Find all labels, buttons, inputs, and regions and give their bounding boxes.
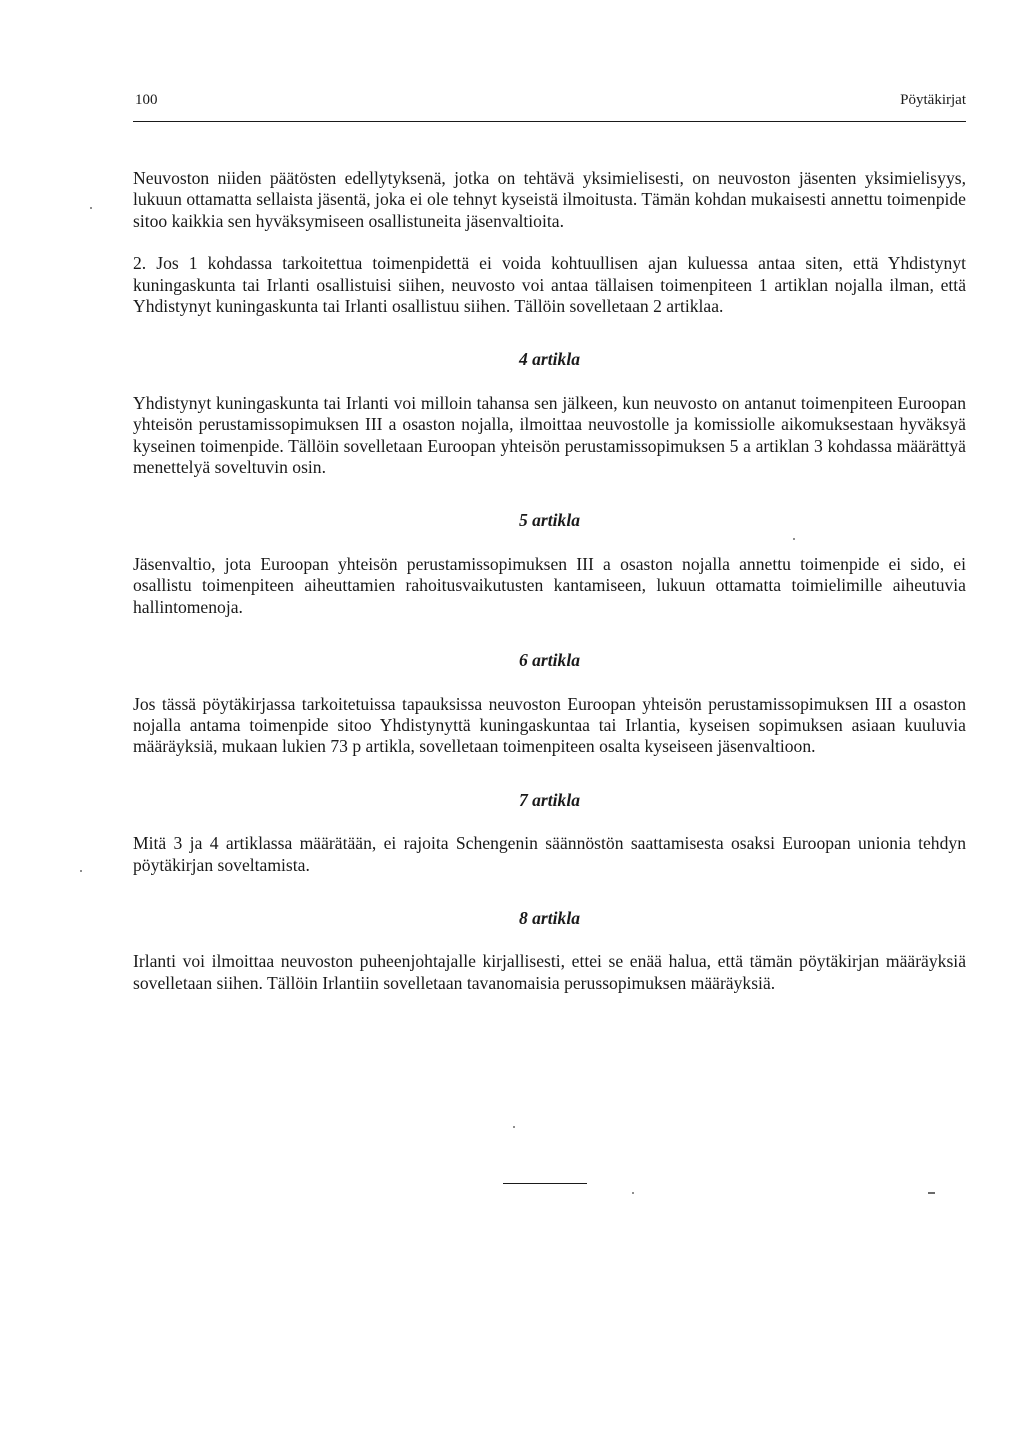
article-4-heading: 4 artikla bbox=[518, 349, 581, 370]
article-7-text: Mitä 3 ja 4 artiklassa määrätään, ei rajoita Schengenin säännöstön saattamisesta osaksi Euroopan unionia tehdyn pöytäkirjan soveltamista. bbox=[133, 833, 966, 875]
scan-speck bbox=[632, 1192, 634, 1194]
scan-speck bbox=[928, 1192, 935, 1194]
paragraph-2: 2. Jos 1 kohdassa tarkoitettua toimenpidettä ei voida kohtuullisen ajan kuluessa antaa siten, että Yhdistynyt kuningaskunta tai Irlanti osallistuisi siihen, neuvosto voi antaa tällaisen toimenpiteen 1 artiklan nojalla ilman, että Yhdistynyt kuningaskunta tai Irlanti osallistuu siihen. Tällöin sovelletaan 2 artiklaa. bbox=[133, 253, 966, 317]
paragraph-1: Neuvoston niiden päätösten edellytyksenä, jotka on tehtävä yksimielisesti, on neuvoston jäsenten yksimielisyys, lukuun ottamatta sellaista jäsentä, joka ei ole tehnyt kyseistä ilmoitusta. Tämän kohdan mukaisesti annettu toimenpide sitoo kaikkia sen hyväksymiseen osallistuneita jäsenvaltioita. bbox=[133, 168, 966, 231]
article-4-text: Yhdistynyt kuningaskunta tai Irlanti voi milloin tahansa sen jälkeen, kun neuvosto on antanut toimenpiteen Euroopan yhteisön perustamissopimuksen III a osaston nojalla, ilmoittaa neuvostolle ja komissiolle aikomuksestaan hyväksyä kyseinen toimenpide. Tällöin sovelletaan Euroopan yhteisön perustamissopimuksen 5 a artiklan 3 kohdassa määrättyä menettelyä soveltuvin osin. bbox=[133, 392, 966, 478]
article-6-heading: 6 artikla bbox=[518, 650, 581, 671]
end-rule bbox=[503, 1183, 587, 1184]
scan-speck bbox=[793, 538, 795, 540]
page-number: 100 bbox=[135, 92, 158, 108]
body-text bbox=[133, 168, 966, 994]
article-5-heading: 5 artikla bbox=[518, 510, 581, 531]
article-6-text: Jos tässä pöytäkirjassa tarkoitetuissa tapauksissa neuvoston Euroopan yhteisön perustamissopimuksen III a osaston nojalla antama toimenpide sitoo Yhdistynyttä kuningaskuntaa tai Irlantia, kyseisen sopimuksen asiaan kuuluvia määräyksiä, mukaan lukien 73 p artikla, sovelletaan toimenpiteen osalta kyseiseen jäsenvaltioon. bbox=[133, 693, 966, 757]
page-header bbox=[133, 92, 966, 114]
article-7-heading: 7 artikla bbox=[518, 789, 581, 810]
article-8-text: Irlanti voi ilmoittaa neuvoston puheenjohtajalle kirjallisesti, ettei se enää halua, että tämän pöytäkirjan määräyksiä sovelletaan siihen. Tällöin Irlantiin sovelletaan tavanomaisia perussopimuksen määräyksiä. bbox=[133, 951, 966, 993]
article-5-text: Jäsenvaltio, jota Euroopan yhteisön perustamissopimuksen III a osaston nojalla annettu toimenpide ei sido, ei osallistu toimenpiteen aiheuttamien rahoitusvaikutusten kantamiseen, lukuun ottamatta toimielimille aiheutuvia hallintomenoja. bbox=[133, 553, 966, 617]
scan-speck bbox=[513, 1126, 515, 1128]
article-8-heading: 8 artikla bbox=[518, 907, 581, 928]
scan-speck bbox=[80, 870, 82, 872]
header-rule bbox=[133, 121, 966, 122]
scan-speck bbox=[90, 207, 92, 209]
running-title: Pöytäkirjat bbox=[900, 92, 966, 108]
